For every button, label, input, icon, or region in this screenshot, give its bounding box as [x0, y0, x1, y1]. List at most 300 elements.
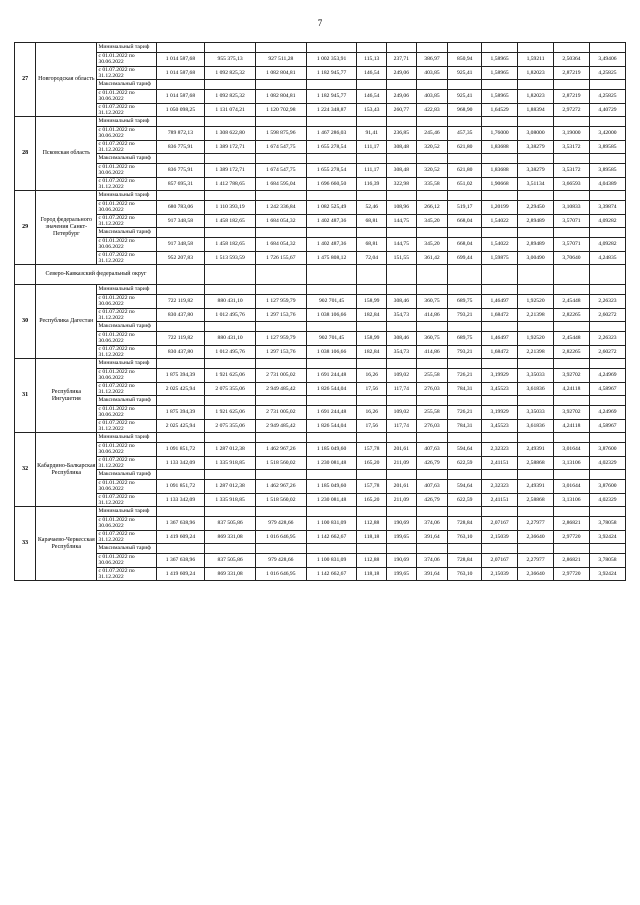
value-cell: 16,26 — [357, 369, 387, 382]
value-cell — [554, 470, 590, 480]
value-cell: 182,84 — [357, 345, 387, 358]
value-cell: 2,87219 — [554, 90, 590, 103]
value-cell — [306, 43, 357, 53]
period-label: Минимальный тариф — [97, 117, 156, 127]
value-cell: 2,27977 — [518, 517, 554, 530]
value-cell: 3,87600 — [589, 443, 625, 456]
value-cell — [205, 154, 256, 164]
table-row — [15, 53, 626, 66]
value-cell: 789 872,13 — [156, 127, 205, 140]
value-cell: 3,45523 — [482, 382, 518, 395]
value-cell: 784,31 — [448, 382, 482, 395]
value-cell — [205, 228, 256, 238]
period-label: Максимальный тариф — [97, 396, 156, 406]
value-cell: 1 082 804,81 — [255, 66, 306, 79]
region-name: Кабардино-Балкарская Республика — [36, 433, 97, 507]
value-cell — [357, 228, 387, 238]
value-cell: 1 335 918,85 — [205, 456, 256, 469]
value-cell: 190,69 — [387, 517, 417, 530]
period-label: с 01.07.2022 по 31.12.2022 — [97, 251, 156, 264]
value-cell — [255, 359, 306, 369]
value-cell: 158,99 — [357, 295, 387, 308]
value-cell — [357, 285, 387, 295]
value-cell: 1 002 353,91 — [306, 53, 357, 66]
table-row — [15, 66, 626, 79]
tariff-table — [14, 42, 626, 581]
value-cell — [387, 322, 417, 332]
value-cell: 276,03 — [416, 419, 448, 432]
period-label: с 01.01.2022 по 30.06.2022 — [97, 443, 156, 456]
period-label: Минимальный тариф — [97, 285, 156, 295]
period-label: Максимальный тариф — [97, 80, 156, 90]
value-cell: 91,41 — [357, 127, 387, 140]
period-label: с 01.01.2022 по 30.06.2022 — [97, 238, 156, 251]
table-row — [15, 345, 626, 358]
value-cell: 3,92702 — [554, 406, 590, 419]
value-cell: 2,07167 — [482, 517, 518, 530]
value-cell — [205, 470, 256, 480]
value-cell: 2,82265 — [554, 345, 590, 358]
value-cell — [156, 285, 205, 295]
value-cell: 2,26323 — [589, 295, 625, 308]
value-cell: 360,75 — [416, 295, 448, 308]
value-cell: 414,86 — [416, 345, 448, 358]
value-cell: 1 367 638,96 — [156, 554, 205, 567]
value-cell: 837 505,86 — [205, 554, 256, 567]
period-label: с 01.01.2022 по 30.06.2022 — [97, 480, 156, 493]
region-name: Новгородская область — [36, 43, 97, 117]
value-cell — [448, 117, 482, 127]
value-cell: 1 110 393,19 — [205, 201, 256, 214]
value-cell — [482, 117, 518, 127]
value-cell: 1 142 662,67 — [306, 567, 357, 580]
value-cell: 108,96 — [387, 201, 417, 214]
value-cell: 4,02329 — [589, 493, 625, 506]
value-cell — [416, 80, 448, 90]
value-cell — [554, 433, 590, 443]
value-cell: 1 016 646,95 — [255, 530, 306, 543]
value-cell: 1 182 945,77 — [306, 90, 357, 103]
value-cell: 3,13106 — [554, 456, 590, 469]
value-cell: 158,99 — [357, 332, 387, 345]
value-cell: 1 475 808,12 — [306, 251, 357, 264]
value-cell: 1,88394 — [518, 103, 554, 116]
value-cell: 1 038 106,66 — [306, 345, 357, 358]
value-cell — [518, 80, 554, 90]
value-cell — [156, 359, 205, 369]
value-cell: 927 511,28 — [255, 53, 306, 66]
value-cell: 322,98 — [387, 177, 417, 190]
period-label: с 01.07.2022 по 31.12.2022 — [97, 103, 156, 116]
value-cell — [306, 80, 357, 90]
value-cell: 111,17 — [357, 164, 387, 177]
value-cell: 3,13106 — [554, 493, 590, 506]
value-cell: 153,43 — [357, 103, 387, 116]
value-cell: 2,29450 — [518, 201, 554, 214]
period-label: с 01.07.2022 по 31.12.2022 — [97, 382, 156, 395]
value-cell: 266,12 — [416, 201, 448, 214]
table-row — [15, 140, 626, 153]
value-cell: 157,78 — [357, 480, 387, 493]
value-cell: 880 431,10 — [205, 295, 256, 308]
value-cell: 2,36640 — [518, 530, 554, 543]
value-cell — [482, 285, 518, 295]
value-cell — [156, 396, 205, 406]
value-cell: 1 696 660,50 — [306, 177, 357, 190]
value-cell: 3,01644 — [554, 443, 590, 456]
value-cell: 728,84 — [448, 554, 482, 567]
value-cell: 1 014 587,68 — [156, 66, 205, 79]
value-cell: 391,64 — [416, 530, 448, 543]
value-cell: 2 025 425,94 — [156, 419, 205, 432]
value-cell: 3,19929 — [482, 406, 518, 419]
value-cell: 146,54 — [357, 90, 387, 103]
value-cell — [306, 470, 357, 480]
value-cell: 880 431,10 — [205, 332, 256, 345]
value-cell: 457,35 — [448, 127, 482, 140]
region-name: Город федерального значения Санкт-Петербург — [36, 191, 97, 265]
period-label: с 01.07.2022 по 31.12.2022 — [97, 530, 156, 543]
value-cell: 1 297 153,76 — [255, 345, 306, 358]
value-cell: 2,49391 — [518, 480, 554, 493]
value-cell: 1 655 278,54 — [306, 140, 357, 153]
value-cell: 426,79 — [416, 493, 448, 506]
value-cell — [589, 359, 625, 369]
page-number: 7 — [317, 18, 323, 28]
value-cell: 165,20 — [357, 493, 387, 506]
value-cell — [357, 359, 387, 369]
value-cell: 1 875 394,39 — [156, 406, 205, 419]
value-cell: 1 921 625,06 — [205, 406, 256, 419]
value-cell: 111,17 — [357, 140, 387, 153]
value-cell: 1,64529 — [482, 103, 518, 116]
value-cell — [156, 43, 205, 53]
period-label: с 01.07.2022 по 31.12.2022 — [97, 345, 156, 358]
table-row — [15, 470, 626, 480]
table-row — [15, 433, 626, 443]
value-cell — [306, 433, 357, 443]
value-cell: 2,87219 — [554, 66, 590, 79]
value-cell: 1 921 625,06 — [205, 369, 256, 382]
table-row — [15, 285, 626, 295]
value-cell: 117,74 — [387, 382, 417, 395]
value-cell: 952 207,83 — [156, 251, 205, 264]
value-cell: 1,68472 — [482, 308, 518, 321]
value-cell: 3,10833 — [554, 201, 590, 214]
value-cell: 157,78 — [357, 443, 387, 456]
period-label: с 01.01.2022 по 30.06.2022 — [97, 295, 156, 308]
value-cell: 722 119,82 — [156, 332, 205, 345]
value-cell — [448, 154, 482, 164]
value-cell: 1 014 587,68 — [156, 90, 205, 103]
value-cell — [482, 322, 518, 332]
value-cell: 308,46 — [387, 332, 417, 345]
value-cell: 621,80 — [448, 164, 482, 177]
value-cell — [554, 359, 590, 369]
value-cell: 2,26323 — [589, 332, 625, 345]
value-cell: 1,54022 — [482, 238, 518, 251]
value-cell: 2,27977 — [518, 554, 554, 567]
value-cell: 3,61836 — [518, 419, 554, 432]
value-cell: 2 075 355,06 — [205, 419, 256, 432]
value-cell — [554, 80, 590, 90]
value-cell: 902 701,45 — [306, 295, 357, 308]
value-cell: 668,04 — [448, 238, 482, 251]
table-row — [15, 154, 626, 164]
value-cell — [306, 359, 357, 369]
period-label: с 01.01.2022 по 30.06.2022 — [97, 517, 156, 530]
value-cell — [156, 544, 205, 554]
table-row — [15, 456, 626, 469]
value-cell — [554, 322, 590, 332]
value-cell — [416, 43, 448, 53]
period-label: с 01.01.2022 по 30.06.2022 — [97, 554, 156, 567]
value-cell — [156, 470, 205, 480]
value-cell: 689,75 — [448, 332, 482, 345]
value-cell: 2 731 005,02 — [255, 406, 306, 419]
period-label: Максимальный тариф — [97, 470, 156, 480]
table-row — [15, 480, 626, 493]
value-cell: 308,46 — [387, 295, 417, 308]
value-cell: 1 402 487,36 — [306, 214, 357, 227]
value-cell: 917 348,58 — [156, 214, 205, 227]
value-cell: 1 012 495,76 — [205, 345, 256, 358]
value-cell — [518, 191, 554, 201]
table-row — [15, 530, 626, 543]
value-cell — [205, 359, 256, 369]
value-cell — [306, 396, 357, 406]
period-label: с 01.01.2022 по 30.06.2022 — [97, 53, 156, 66]
value-cell: 1 598 875,96 — [255, 127, 306, 140]
period-label: с 01.07.2022 по 31.12.2022 — [97, 214, 156, 227]
period-label: с 01.07.2022 по 31.12.2022 — [97, 493, 156, 506]
period-label: Минимальный тариф — [97, 507, 156, 517]
value-cell — [448, 228, 482, 238]
value-cell: 1,83688 — [482, 140, 518, 153]
table-row — [15, 43, 626, 53]
value-cell — [448, 80, 482, 90]
value-cell: 793,21 — [448, 308, 482, 321]
value-cell — [589, 396, 625, 406]
value-cell: 17,56 — [357, 419, 387, 432]
value-cell: 1,76000 — [482, 127, 518, 140]
value-cell: 1,58965 — [482, 66, 518, 79]
value-cell: 260,77 — [387, 103, 417, 116]
value-cell — [416, 117, 448, 127]
value-cell: 374,06 — [416, 554, 448, 567]
value-cell: 118,18 — [357, 530, 387, 543]
value-cell: 414,86 — [416, 308, 448, 321]
value-cell — [518, 228, 554, 238]
value-cell — [589, 322, 625, 332]
value-cell: 354,73 — [387, 308, 417, 321]
value-cell — [306, 191, 357, 201]
value-cell: 1,59875 — [482, 251, 518, 264]
value-cell — [306, 285, 357, 295]
region-name: Республика Ингушетия — [36, 359, 97, 433]
value-cell: 1 185 049,60 — [306, 443, 357, 456]
table-row — [15, 191, 626, 201]
value-cell: 1 082 804,81 — [255, 90, 306, 103]
value-cell: 1 091 851,72 — [156, 480, 205, 493]
value-cell: 2,58868 — [518, 456, 554, 469]
value-cell: 151,55 — [387, 251, 417, 264]
table-row — [15, 117, 626, 127]
value-cell — [518, 43, 554, 53]
value-cell — [448, 396, 482, 406]
value-cell: 955 375,13 — [205, 53, 256, 66]
value-cell: 426,79 — [416, 456, 448, 469]
value-cell — [357, 117, 387, 127]
value-cell — [554, 228, 590, 238]
table-section-north-caucasus — [15, 285, 626, 581]
value-cell: 112,88 — [357, 554, 387, 567]
value-cell — [554, 43, 590, 53]
value-cell — [387, 154, 417, 164]
value-cell — [357, 322, 387, 332]
value-cell: 17,56 — [357, 382, 387, 395]
value-cell: 2 075 355,06 — [205, 382, 256, 395]
value-cell: 1 133 342,09 — [156, 493, 205, 506]
value-cell: 255,58 — [416, 369, 448, 382]
value-cell: 622,59 — [448, 493, 482, 506]
period-label: с 01.07.2022 по 31.12.2022 — [97, 567, 156, 580]
value-cell: 16,26 — [357, 406, 387, 419]
value-cell: 1,90668 — [482, 177, 518, 190]
value-cell: 201,61 — [387, 443, 417, 456]
value-cell: 594,64 — [448, 480, 482, 493]
value-cell: 1 092 825,32 — [205, 90, 256, 103]
value-cell — [589, 544, 625, 554]
value-cell — [518, 433, 554, 443]
value-cell: 651,02 — [448, 177, 482, 190]
value-cell — [255, 43, 306, 53]
value-cell — [482, 43, 518, 53]
table-row — [15, 103, 626, 116]
value-cell — [482, 507, 518, 517]
value-cell: 1 826 544,04 — [306, 419, 357, 432]
value-cell: 3,53172 — [554, 140, 590, 153]
value-cell: 3,78058 — [589, 517, 625, 530]
value-cell: 3,53172 — [554, 164, 590, 177]
value-cell: 2,21398 — [518, 308, 554, 321]
value-cell: 3,35033 — [518, 406, 554, 419]
value-cell — [448, 470, 482, 480]
value-cell: 2,32323 — [482, 480, 518, 493]
value-cell: 165,20 — [357, 456, 387, 469]
value-cell: 1 142 662,67 — [306, 530, 357, 543]
value-cell: 3,08000 — [518, 127, 554, 140]
table-row — [15, 80, 626, 90]
value-cell — [482, 359, 518, 369]
period-label: с 01.01.2022 по 30.06.2022 — [97, 201, 156, 214]
value-cell: 3,66593 — [554, 177, 590, 190]
value-cell — [589, 80, 625, 90]
value-cell — [357, 80, 387, 90]
region-number: 30 — [15, 285, 36, 359]
table-row — [15, 544, 626, 554]
value-cell — [387, 80, 417, 90]
value-cell — [554, 396, 590, 406]
value-cell: 925,41 — [448, 90, 482, 103]
table-row — [15, 164, 626, 177]
table-row — [15, 567, 626, 580]
value-cell — [255, 322, 306, 332]
value-cell: 1 287 012,38 — [205, 480, 256, 493]
value-cell: 2 731 005,02 — [255, 369, 306, 382]
value-cell: 144,75 — [387, 214, 417, 227]
value-cell: 1 230 081,48 — [306, 493, 357, 506]
value-cell: 3,38279 — [518, 140, 554, 153]
period-label: Минимальный тариф — [97, 433, 156, 443]
value-cell — [482, 544, 518, 554]
value-cell: 407,63 — [416, 443, 448, 456]
value-cell: 1 100 831,09 — [306, 517, 357, 530]
value-cell: 1 082 525,49 — [306, 201, 357, 214]
value-cell: 968,90 — [448, 103, 482, 116]
value-cell: 374,06 — [416, 517, 448, 530]
value-cell: 2,58868 — [518, 493, 554, 506]
value-cell: 1 297 153,76 — [255, 308, 306, 321]
value-cell — [387, 117, 417, 127]
value-cell: 118,18 — [357, 567, 387, 580]
value-cell: 3,42000 — [589, 127, 625, 140]
value-cell: 146,54 — [357, 66, 387, 79]
value-cell — [482, 470, 518, 480]
value-cell: 3,92424 — [589, 567, 625, 580]
region-number: 32 — [15, 433, 36, 507]
value-cell: 1 826 544,04 — [306, 382, 357, 395]
value-cell: 1 518 560,02 — [255, 493, 306, 506]
value-cell: 3,57071 — [554, 238, 590, 251]
value-cell: 3,19929 — [482, 369, 518, 382]
value-cell: 1,83688 — [482, 164, 518, 177]
value-cell: 1 091 851,72 — [156, 443, 205, 456]
value-cell: 2,36640 — [518, 567, 554, 580]
period-label: с 01.01.2022 по 30.06.2022 — [97, 127, 156, 140]
value-cell — [205, 117, 256, 127]
table-row — [15, 228, 626, 238]
value-cell: 407,63 — [416, 480, 448, 493]
value-cell — [518, 544, 554, 554]
value-cell: 726,21 — [448, 369, 482, 382]
value-cell — [416, 507, 448, 517]
value-cell: 52,46 — [357, 201, 387, 214]
value-cell: 1,59211 — [518, 53, 554, 66]
value-cell: 1 092 825,32 — [205, 66, 256, 79]
value-cell — [448, 433, 482, 443]
value-cell: 4,24118 — [554, 382, 590, 395]
value-cell: 320,52 — [416, 140, 448, 153]
value-cell: 1,54022 — [482, 214, 518, 227]
value-cell — [156, 154, 205, 164]
value-cell — [448, 507, 482, 517]
value-cell — [255, 117, 306, 127]
value-cell: 2,82265 — [554, 308, 590, 321]
value-cell: 1 133 342,09 — [156, 456, 205, 469]
value-cell: 3,39874 — [589, 201, 625, 214]
table-row — [15, 382, 626, 395]
value-cell — [589, 285, 625, 295]
value-cell — [448, 359, 482, 369]
region-name: Республика Дагестан — [36, 285, 97, 359]
value-cell: 1 419 609,24 — [156, 567, 205, 580]
value-cell: 1 335 918,85 — [205, 493, 256, 506]
table-row — [15, 127, 626, 140]
value-cell: 1 012 495,76 — [205, 308, 256, 321]
table-row — [15, 177, 626, 190]
period-label: с 01.01.2022 по 30.06.2022 — [97, 369, 156, 382]
